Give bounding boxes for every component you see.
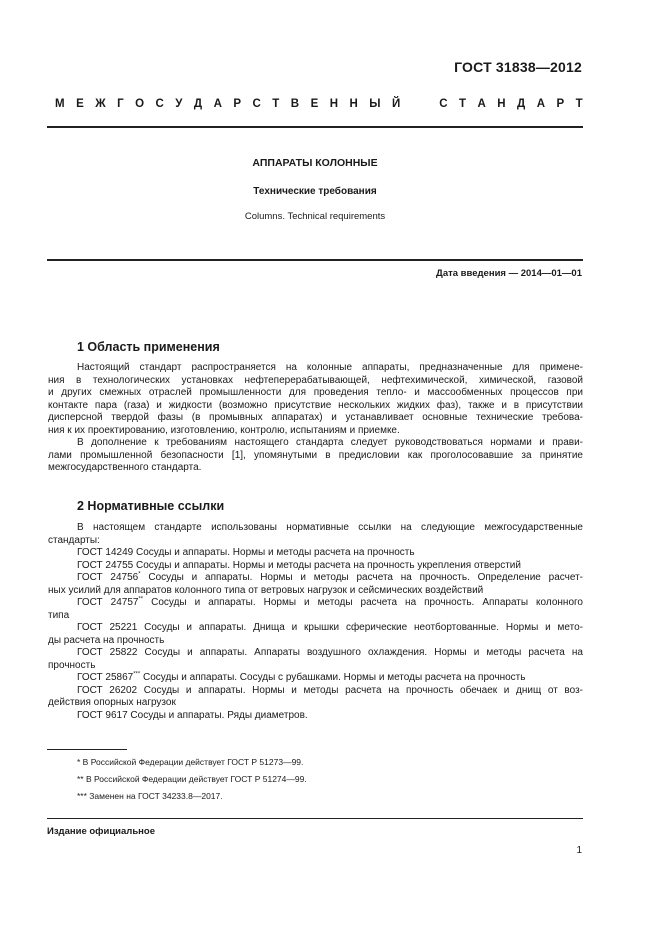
text-line: и других смежных отраслей промышленности для проведения тепло- и массообменных процессов при [48, 387, 583, 398]
text-line: ных усилий для аппаратов колонного типа от ветровых нагрузок и сейсмических воздействий [48, 584, 484, 596]
text-line: ГОСТ 9617 Сосуды и аппараты. Ряды диаметров. [77, 709, 308, 721]
banner-letter: Н [349, 98, 358, 110]
text-line: ния в технологических установках нефтеперерабатывающей, нефтехимической, химической, газовой [48, 374, 583, 386]
banner-letter: Ы [369, 98, 381, 110]
banner-letter: Н [497, 98, 506, 110]
banner-letter: А [536, 98, 546, 110]
footnote-1: * В Российской Федерации действует ГОСТ Р 51273—99. [77, 757, 304, 767]
section2-body [48, 522, 583, 722]
banner-letter: У [175, 98, 183, 110]
text-line: В дополнение к требованиям настоящего стандарта следует руководствоваться нормами и прави- [77, 437, 583, 448]
text-line: ГОСТ 26202 Сосуды и аппараты. Нормы и методы расчета на прочность обечаек и днищ от воз- [77, 684, 583, 696]
banner-letter: Р [556, 98, 565, 110]
text-line: ния к их проектированию, изготовлению, контролю, испытаниям и приемке. [48, 424, 400, 436]
text-line: Настоящий стандарт распространяется на колонные аппараты, предназначенные для примене- [77, 362, 583, 373]
document-subtitle: Технические требования [253, 186, 377, 197]
banner-letter: Е [76, 98, 84, 110]
banner-letter: С [439, 98, 448, 110]
text-line: ГОСТ 24757** Сосуды и аппараты. Нормы и методы расчета на прочность. Аппараты колонного [77, 596, 583, 608]
text-line: стандарты: [48, 534, 100, 546]
text-line: ГОСТ 25221 Сосуды и аппараты. Днища и крышки сферические неотбортованные. Нормы и мето- [77, 622, 583, 633]
banner-letter: Й [392, 98, 401, 110]
document-title: АППАРАТЫ КОЛОННЫЕ [252, 157, 378, 169]
banner-letter: Г [117, 98, 124, 110]
text-line: лами промышленной безопасности [1], упомянутыми в предисловии как проголосовавшие за принятие [48, 449, 583, 461]
banner-letter: С [252, 98, 261, 110]
text-line: типа [48, 609, 70, 621]
banner-letter: Т [458, 98, 467, 110]
banner-letter: Т [575, 98, 583, 110]
banner-letter: М [55, 98, 65, 110]
banner-letter: В [290, 98, 300, 110]
footnote-3: *** Заменен на ГОСТ 34233.8—2017. [77, 791, 223, 801]
banner-letter: Д [517, 98, 526, 110]
text-line: ГОСТ 24756* Сосуды и аппараты. Нормы и методы расчета на прочность. Определение расчет- [77, 571, 583, 583]
text-line: ГОСТ 14249 Сосуды и аппараты. Нормы и методы расчета на прочность [77, 547, 415, 558]
page-number: 1 [576, 845, 582, 856]
text-line: межгосударственного стандарта. [48, 462, 202, 473]
text-line: ГОСТ 25867*** Сосуды и аппараты. Сосуды с рубашками. Нормы и методы расчета на прочность [77, 671, 526, 683]
footnote-2: ** В Российской Федерации действует ГОСТ Р 51274—99. [77, 774, 307, 784]
section1-heading: 1 Область применения [77, 340, 220, 354]
top-rule [47, 126, 583, 128]
official-edition-label: Издание официальное [47, 826, 155, 837]
footnote-rule [47, 749, 127, 750]
text-line: ГОСТ 25822 Сосуды и аппараты. Аппараты воздушного охлаждения. Нормы и методы расчета на [77, 647, 583, 658]
section1-body [48, 362, 583, 475]
english-title: Columns. Technical requirements [244, 211, 386, 222]
banner-letter: Р [233, 98, 242, 110]
banner-letter: О [135, 98, 145, 110]
text-line: прочность [48, 659, 96, 671]
text-line: контакте пара (газа) и жидкости (возможно присутствие нескольких жидких фаз), также и в присутствии [48, 399, 583, 411]
banner-letter [412, 98, 428, 110]
bottom-rule [47, 818, 583, 819]
text-line: ды расчета на прочность [48, 634, 165, 646]
section2-heading: 2 Нормативные ссылки [77, 499, 225, 513]
banner-letter: А [477, 98, 486, 110]
banner-letter: Н [329, 98, 339, 110]
banner-letter: Ж [95, 98, 106, 110]
banner-letter: С [155, 98, 164, 110]
banner-letter: Д [193, 98, 203, 110]
banner-letter: Е [310, 98, 319, 110]
introduction-date: Дата введения — 2014—01—01 [436, 268, 582, 279]
interstate-standard-banner [55, 98, 583, 110]
title-bottom-rule [47, 259, 583, 261]
document-code: ГОСТ 31838—2012 [454, 59, 582, 75]
text-line: дисперсной твердой фазы (в промывных аппаратах) и устанавливает основные технические требова- [48, 412, 583, 423]
text-line: действия опорных нагрузок [48, 697, 176, 708]
text-line: ГОСТ 24755 Сосуды и аппараты. Нормы и методы расчета на прочность укрепления отверстий [77, 559, 521, 571]
banner-letter: Т [272, 98, 280, 110]
text-line: В настоящем стандарте использованы нормативные ссылки на следующие межгосударственные [77, 522, 583, 533]
banner-letter: А [213, 98, 222, 110]
